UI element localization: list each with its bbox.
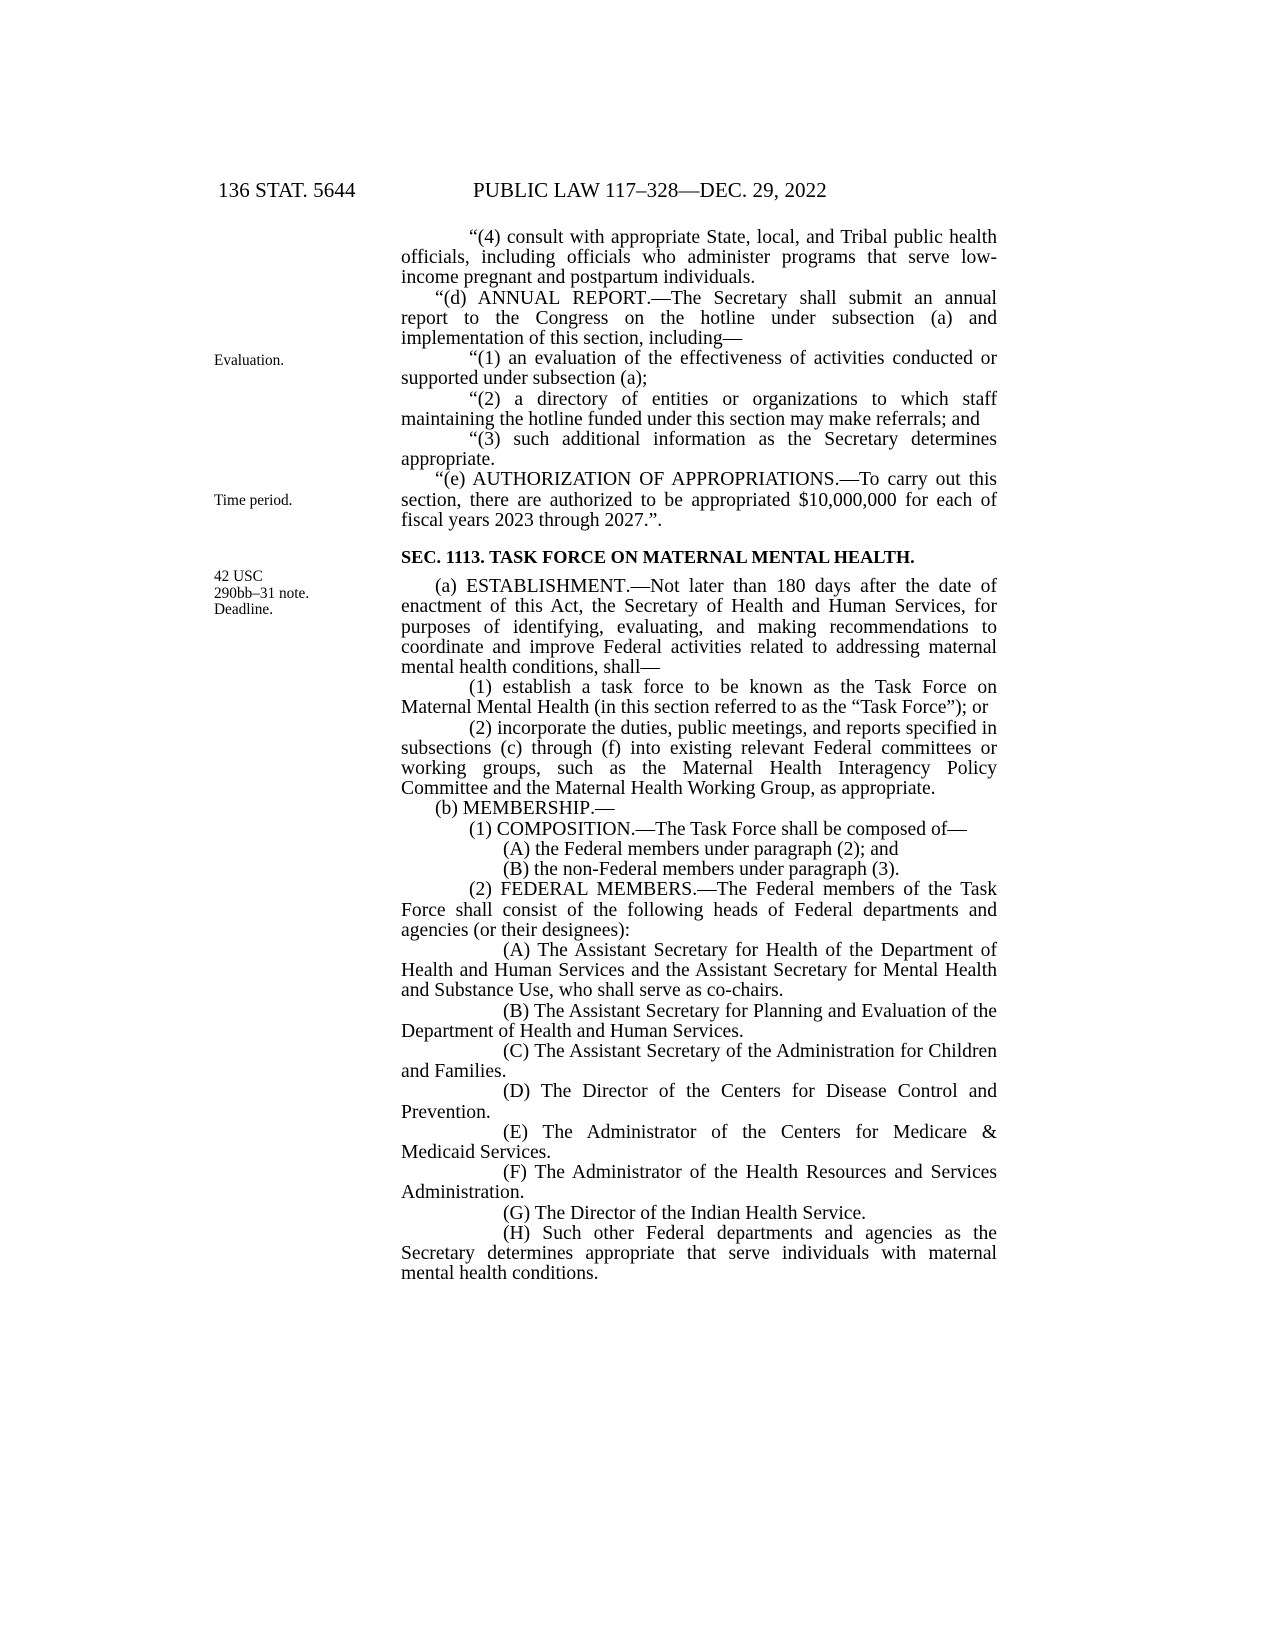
paragraph-b2-a: (A) The Assistant Secretary for Health of the Department of Health and Human Services and the Assistant Secretary for Mental Health and Substance Use, who shall serve as co-chairs. [401,939,997,1002]
paragraph-d4: “(4) consult with appropriate State, local, and Tribal public health officials, including officials who administer programs that serve low-income pregnant and postpartum individuals. [401,227,997,289]
sidenote-usc-reference [214,569,389,619]
sidenote-evaluation [214,353,389,370]
sidenote-evaluation-label: Evaluation. [214,352,285,369]
sidenote-deadline-label: Deadline. [214,601,274,618]
subsection-d-smallcaps2: EPORT [585,287,647,309]
paragraph-b1-a: (A) the Federal members under paragraph (2); and [503,838,899,860]
paragraph-b2-f: (F) The Administrator of the Health Resources and Services Administration. [401,1162,997,1204]
composition-rest: .—The Task Force shall be composed of— [630,818,967,840]
membership-smallcaps: EMBERSHIP [480,798,591,820]
establishment-smallcaps: STABLISHMENT [478,576,626,598]
paragraph-a2: (2) incorporate the duties, public meetings, and reports specified in subsections (c) through (f) into existing relevant Federal committees or working groups, such as the Maternal Health Interagency Policy Committee and the Maternal Health Working Group, as appropriate. [401,717,997,800]
subsection-d-rest: .—The Secretary shall submit an annual report to the Congress on the hotline under subsection (a) and implementation of this section, including— [401,287,998,350]
sidenote-usc-line1: 42 USC [214,568,263,585]
federal-members-lead: (2) F [469,879,512,901]
subsection-e-smallcaps: UTHORIZATION OF [486,469,665,491]
statute-citation: 136 STAT. 5644 [218,178,356,202]
sidenote-usc-line2: 290bb–31 note. [214,584,310,602]
subsection-e-smallcaps2: PPROPRIATIONS [685,469,835,491]
membership-rest: .— [590,798,615,820]
subsection-e-mid: A [664,469,686,491]
establishment-lead: (a) E [435,576,479,598]
paragraph-b1-b: (B) the non-Federal members under paragraph (3). [503,859,900,881]
paragraph-b2-federal-members [401,880,997,941]
subsection-e-lead: “(e) A [435,469,487,491]
paragraph-b2-g: (G) The Director of the Indian Health Service. [503,1202,867,1224]
paragraph-b2-h: (H) Such other Federal departments and agencies as the Secretary determines appropriate that serve individuals with maternal mental health conditions. [401,1222,997,1285]
subsection-d-lead: “(d) A [435,287,492,309]
composition-lead: (1) C [469,818,510,840]
paragraph-subsection-d [401,289,997,350]
paragraph-establishment [401,577,997,678]
paragraph-subsection-e [401,470,997,531]
subsection-d-mid: R [560,287,586,309]
main-text-column [401,228,997,1284]
subsection-e-rest: .—To carry out this section, there are authorized to be appropriated $10,000,000 for each of fiscal years 2023 through 2027.”. [401,469,998,531]
paragraph-d1: “(1) an evaluation of the effectiveness of activities conducted or supported under subsection (a); [401,348,997,390]
section-heading-1113: SEC. 1113. TASK FORCE ON MATERNAL MENTAL HEALTH. [401,547,915,568]
establishment-rest: .—Not later than 180 days after the date of enactment of this Act, the Secretary of Health and Human Services, for purposes of identifying, evaluating, and making recommendations to coordinate and improve Federal activities related to addressing maternal mental health conditions, shall— [401,576,997,679]
paragraph-a1: (1) establish a task force to be known as the Task Force on Maternal Mental Health (in this section referred to as the “Task Force”); or [401,677,997,719]
sidenote-time-period-label: Time period. [214,492,293,509]
paragraph-b2-d: (D) The Director of the Centers for Disease Control and Prevention. [401,1081,997,1123]
paragraph-b2-b: (B) The Assistant Secretary for Planning and Evaluation of the Department of Health and Human Services. [401,1000,997,1042]
public-law-citation: PUBLIC LAW 117–328—DEC. 29, 2022 [473,178,827,202]
federal-members-smallcaps: EDERAL MEMBERS [511,879,693,901]
paragraph-d3: “(3) such additional information as the Secretary determines appropriate. [401,429,997,471]
federal-members-rest: .—The Federal members of the Task Force shall consist of the following heads of Federal departments and agencies (or their designees): [401,879,997,941]
sidenote-time-period [214,493,389,510]
paragraph-b1-composition [401,820,997,840]
membership-lead: (b) M [435,798,481,820]
paragraph-b2-c: (C) The Assistant Secretary of the Administration for Children and Families. [401,1040,997,1083]
paragraph-d2: “(2) a directory of entities or organizations to which staff maintaining the hotline funded under this section may make referrals; and [401,388,997,430]
paragraph-b2-e: (E) The Administrator of the Centers for Medicare & Medicaid Services. [401,1121,997,1163]
composition-smallcaps: OMPOSITION [509,818,631,840]
subsection-d-smallcaps: NNUAL [491,287,561,309]
paragraph-membership [401,799,997,819]
